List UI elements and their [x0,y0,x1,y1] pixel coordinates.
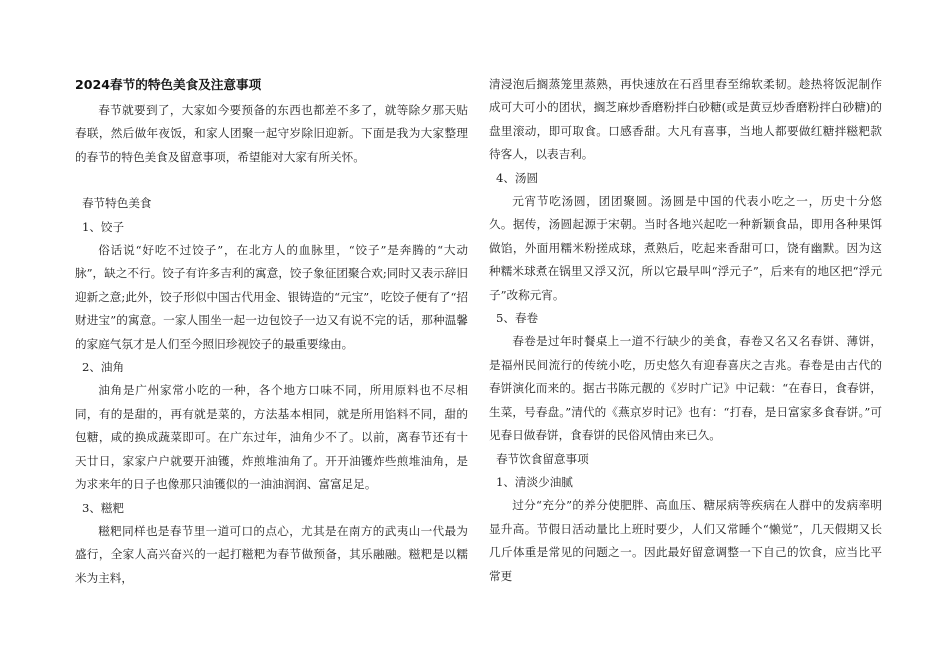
document-title: 2024春节的特色美食及注意事项 [75,77,262,92]
subheading-tip1: 1、清淡少油腻 [495,474,573,489]
section-heading-food: 春节特色美食 [81,196,152,211]
spacer [75,169,468,192]
subheading-ciba: 3、糍粑 [81,500,125,515]
subheading-chunjuan: 5、春卷 [495,311,539,326]
subheading-jiaozi: 1、饺子 [81,219,125,234]
section-heading-tips: 春节饮食留意事项 [495,451,589,466]
paragraph-tangyuan: 元宵节吃汤圆，团团聚圆。汤圆是中国的代表小吃之一，历史十分悠久。据传，汤圆起源于宋朝。当时各地兴起吃一种新颖食品，即用各种果饵做馅，外面用糯米粉搓成球，煮熟后，吃起来香甜可口，饶有幽默。因为这种糯米球煮在锅里又浮又沉，所以它最早叫“浮元子”，后来有的地区把“浮元子”改称元宵。 [489,194,882,302]
paragraph-tip1: 过分“充分”的养分使肥胖、高血压、糖尿病等疾病在人群中的发病率明显升高。节假日活动量比上班时要少，人们又常睡个“懒觉”，几天假期又长几斤体重是常见的问题之一。因此最好留意调整一下自己的饮食，应当比平常更 [489,498,882,583]
paragraph-youjiao: 油角是广州家常小吃的一种，各个地方口味不同，所用原料也不尽相同，有的是甜的，再有就是菜的，方法基本相同，就是所用馅料不同，甜的包糖，咸的换成蔬菜即可。在广东过年，油角少不了。以前，离春节还有十天廿日，家家户户就要开油镬，炸煎堆油角了。开开油镬炸些煎堆油角，是为求来年的日子也像那只油镬似的一油油润润、富富足足。 [75,383,468,492]
subheading-youjiao: 2、油角 [81,360,125,375]
paragraph-ciba: 糍粑同样也是春节里一道可口的点心，尤其是在南方的武夷山一代最为盛行，全家人高兴奋兴的一起打糍粑为春节做预备，其乐融融。糍粑是以糯米为主料， [75,523,468,585]
paragraph-chunjuan: 春卷是过年时餐桌上一道不行缺少的美食，春卷又名又名春饼、薄饼，是福州民间流行的传统小吃，历史悠久有迎春喜庆之吉兆。春卷是由古代的春饼演化而来的。据古书陈元靓的《岁时广记》中记载：“在春日，食春饼，生菜，号春盘。”清代的《燕京岁时记》也有：“打春，是日富家多食春饼。”可见春日做春饼，食春饼的民俗风情由来已久。 [489,334,882,443]
left-column [75,72,468,590]
right-column [489,73,882,588]
paragraph-ciba-continued: 清浸泡后搁蒸笼里蒸熟，再快速放在石舀里舂至绵软柔韧。趁热将饭泥制作成可大可小的团状，搁芝麻炒香磨粉拌白砂糖(或是黄豆炒香磨粉拌白砂糖)的盘里滚动，即可取食。口感香甜。大凡有喜事，当地人都要做红糖拌糍粑款待客人，以表吉利。 [489,77,882,162]
subheading-tangyuan: 4、汤圆 [495,170,539,185]
paragraph-jiaozi: 俗话说“好吃不过饺子”，在北方人的血脉里，“饺子”是奔腾的“大动脉”，缺之不行。饺子有许多吉利的寓意，饺子象征团聚合欢;同时又表示辞旧迎新之意;此外，饺子形似中国古代用金、银铸造的“元宝”，吃饺子便有了“招财进宝”的寓意。一家人围坐一起一边包饺子一边又有说不完的话，那种温馨的家庭气氛才是人们至今照旧珍视饺子的最重要缘由。 [75,243,468,351]
intro-paragraph: 春节就要到了，大家如今要预备的东西也都差不多了，就等除夕那天贴春联，然后做年夜饭，和家人团聚一起守岁除旧迎新。下面是我为大家整理的春节的特色美食及留意事项，希望能对大家有所关怀。 [75,103,468,164]
